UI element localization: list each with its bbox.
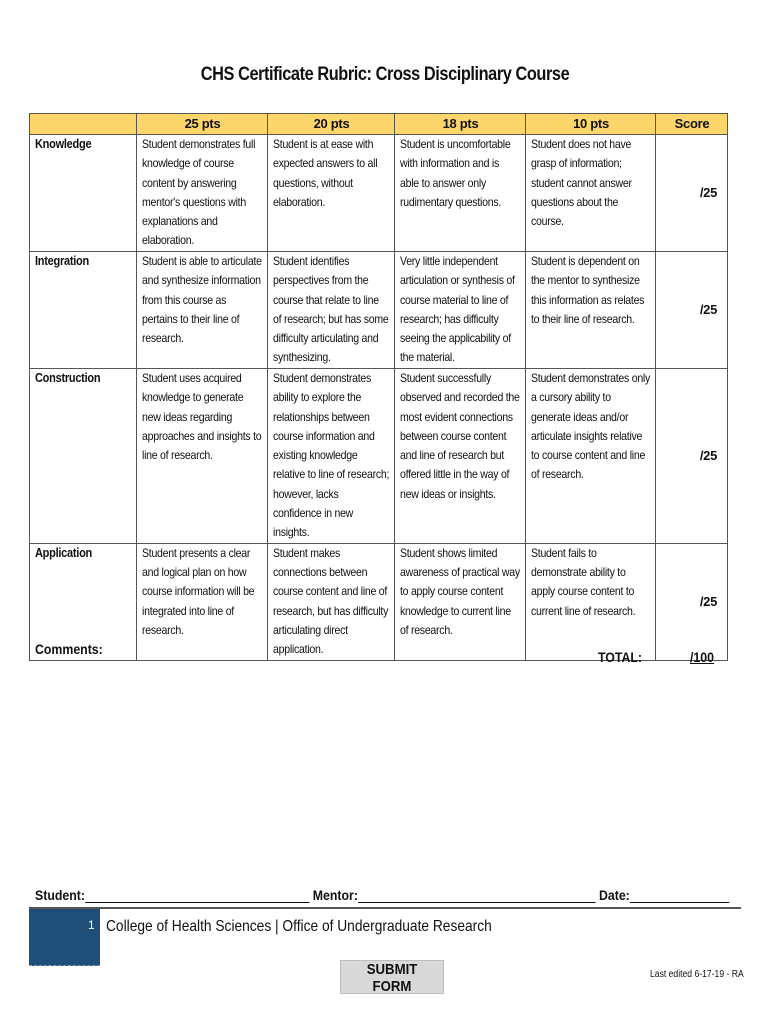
rubric-cell: Student is at ease with expected answers to all questions, without elaboration. (268, 135, 395, 252)
rubric-cell: Student presents a clear and logical plan on how course information will be integrated into line of research. (137, 543, 268, 660)
rubric-cell: Student makes connections between course content and line of research, but has difficulty articulating direct application. (268, 543, 395, 660)
criterion-cell: Knowledge (30, 135, 137, 252)
rubric-table (29, 113, 728, 661)
rubric-cell: Student demonstrates ability to explore the relationships between course information and existing knowledge relative to line of research; however, lacks confidence in new insights. (268, 369, 395, 544)
criterion-cell: Integration (30, 252, 137, 369)
page-title: CHS Certificate Rubric: Cross Disciplinary Course (200, 64, 570, 85)
rubric-cell: Student does not have grasp of information; student cannot answer questions about the course. (526, 135, 656, 252)
last-edited-note: Last edited 6-17-19 - RA (650, 969, 744, 980)
criterion-cell: Construction (30, 369, 137, 544)
date-label: Date: (598, 887, 630, 903)
header-cell-10pts: 10 pts (526, 114, 656, 135)
score-cell[interactable]: /25 (656, 543, 728, 660)
rubric-cell: Student demonstrates only a cursory ability to generate ideas and/or articulate insights relative to course content and line of research. (526, 369, 656, 544)
rubric-cell: Very little independent articulation or synthesis of course material to line of research; has difficulty seeing the applicability of the material. (395, 252, 526, 369)
table-row (30, 369, 728, 544)
header-cell-20pts: 20 pts (268, 114, 395, 135)
score-cell[interactable]: /25 (656, 369, 728, 544)
mentor-label: Mentor: (312, 887, 358, 903)
comments-label: Comments: (35, 641, 103, 657)
rubric-cell: Student is dependent on the mentor to synthesize this information as relates to their line of research. (526, 252, 656, 369)
rubric-cell: Student shows limited awareness of practical way to apply course content knowledge to current line of research. (395, 543, 526, 660)
header-cell-18pts: 18 pts (395, 114, 526, 135)
criterion-cell: Application (30, 543, 137, 660)
student-label: Student: (35, 887, 85, 903)
header-cell-25pts: 25 pts (137, 114, 268, 135)
submit-form-label: SUBMIT FORM (366, 961, 418, 995)
mentor-field[interactable] (358, 889, 596, 903)
rubric-cell: Student is able to articulate and synthesize information from this course as pertains to their line of research. (137, 252, 268, 369)
table-row (30, 252, 728, 369)
score-cell[interactable]: /25 (656, 252, 728, 369)
footer-text: College of Health Sciences | Office of Undergraduate Research (106, 918, 492, 935)
header-cell-score: Score (656, 114, 728, 135)
table-row (30, 543, 728, 660)
signature-line (35, 887, 729, 903)
rubric-cell: Student is uncomfortable with information and is able to answer only rudimentary questions. (395, 135, 526, 252)
rubric-cell: Student demonstrates full knowledge of course content by answering mentor's questions with explanations and elaboration. (137, 135, 268, 252)
page-number: 1 (88, 918, 95, 932)
date-field[interactable] (630, 889, 729, 903)
student-field[interactable] (85, 889, 309, 903)
rubric-cell: Student uses acquired knowledge to generate new ideas regarding approaches and insights to line of research. (137, 369, 268, 544)
footer-divider (29, 907, 741, 909)
header-cell-blank (30, 114, 137, 135)
total-value[interactable]: /100 (690, 649, 714, 665)
submit-form-button[interactable] (340, 960, 444, 994)
rubric-cell: Student successfully observed and recorded the most evident connections between course content and line of research but offered little in the way of new ideas or insights. (395, 369, 526, 544)
total-label: TOTAL: (598, 649, 643, 665)
rubric-cell: Student identifies perspectives from the course that relate to line of research; but has some difficulty articulating and synthesizing. (268, 252, 395, 369)
rubric-cell: Student fails to demonstrate ability to apply course content to current line of research. (526, 543, 656, 660)
table-row (30, 135, 728, 252)
rubric-header-row (30, 114, 728, 135)
score-cell[interactable]: /25 (656, 135, 728, 252)
